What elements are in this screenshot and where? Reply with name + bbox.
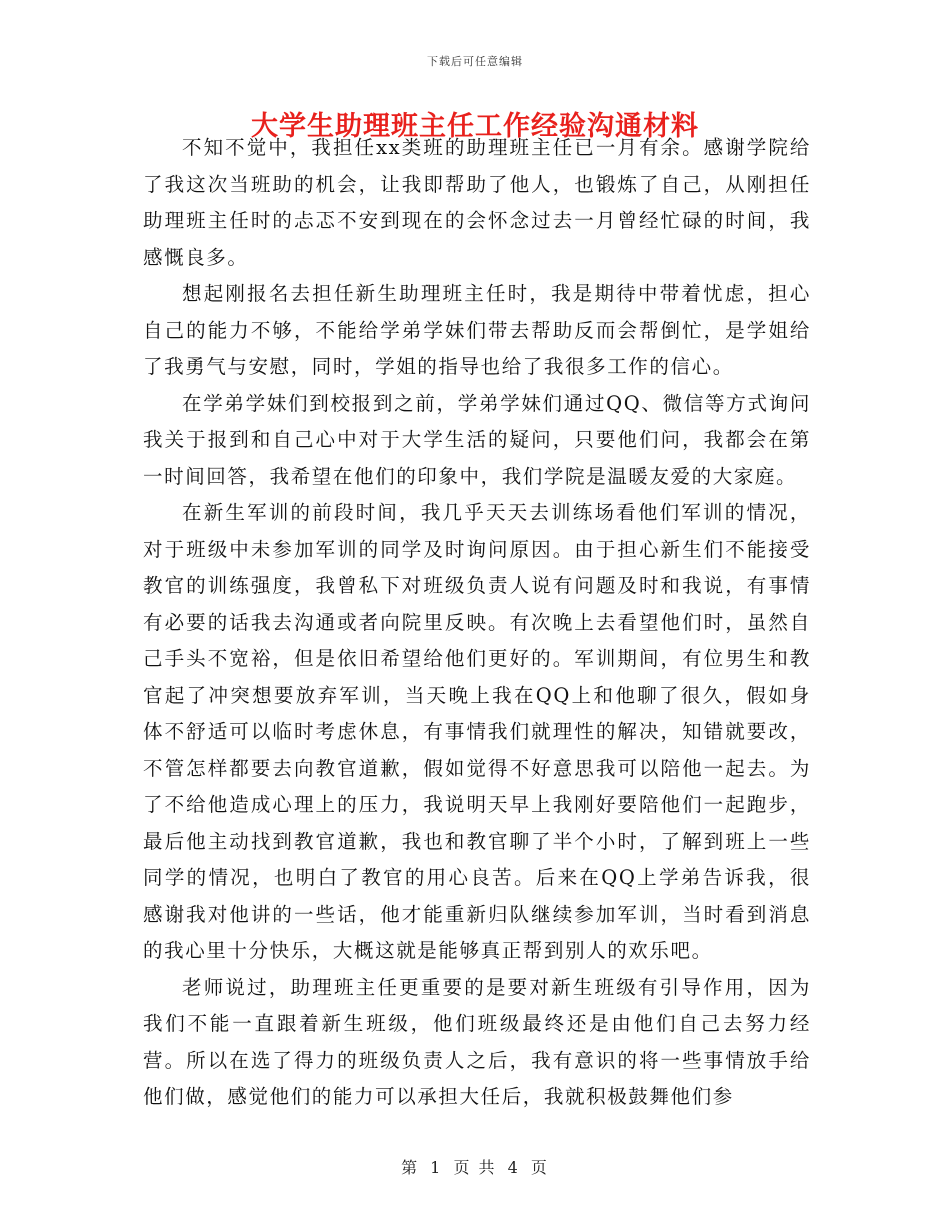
header-note: 下载后可任意编辑: [427, 55, 523, 68]
page-mid: 页 共: [453, 1158, 497, 1177]
page-current: 1: [430, 1158, 443, 1177]
page-total: 4: [507, 1158, 520, 1177]
document-title: 大学生助理班主任工作经验沟通材料: [251, 111, 699, 142]
page-prefix: 第: [401, 1158, 420, 1177]
paragraph-2: 想起刚报名去担任新生助理班主任时，我是期待中带着忧虑，担心自己的能力不够，不能给学弟学妹们带去帮助反而会帮倒忙，是学姐给了我勇气与安慰，同时，学姐的指导也给了我很多工作的信心。: [143, 282, 811, 378]
page-footer: [0, 1155, 950, 1178]
paragraph-1: 不知不觉中，我担任xx类班的助理班主任已一月有余。感谢学院给了我这次当班助的机会，让我即帮助了他人，也锻炼了自己，从刚担任助理班主任时的忐忑不安到现在的会怀念过去一月曾经忙碌的时间，我感慨良多。: [143, 136, 811, 269]
paragraph-5: 老师说过，助理班主任更重要的是要对新生班级有引导作用，因为我们不能一直跟着新生班级，他们班级最终还是由他们自己去努力经营。所以在选了得力的班级负责人之后，我有意识的将一些事情放手给他们做，感觉他们的能力可以承担大任后，我就积极鼓舞他们参: [143, 975, 811, 1108]
document-body: [143, 130, 811, 1116]
paragraph-4: 在新生军训的前段时间，我几乎天天去训练场看他们军训的情况，对于班级中未参加军训的同学及时询问原因。由于担心新生们不能接受教官的训练强度，我曾私下对班级负责人说有问题及时和我说，有事情有必要的话我去沟通或者向院里反映。有次晚上去看望他们时，虽然自己手头不宽裕，但是依旧希望给他们更好的。军训期间，有位男生和教官起了冲突想要放弃军训，当天晚上我在QQ上和他聊了很久，假如身体不舒适可以临时考虑休息，有事情我们就理性的解决，知错就要改，不管怎样都要去向教官道歉，假如觉得不好意思我可以陪他一起去。为了不给他造成心理上的压力，我说明天早上我刚好要陪他们一起跑步，最后他主动找到教官道歉，我也和教官聊了半个小时，了解到班上一些同学的情况，也明白了教官的用心良苦。后来在QQ上学弟告诉我，很感谢我对他讲的一些话，他才能重新归队继续参加军训，当时看到消息的我心里十分快乐，大概这就是能够真正帮到别人的欢乐吧。: [143, 501, 811, 962]
paragraph-3: 在学弟学妹们到校报到之前，学弟学妹们通过QQ、微信等方式询问我关于报到和自己心中对于大学生活的疑问，只要他们问，我都会在第一时间回答，我希望在他们的印象中，我们学院是温暖友爱的大家庭。: [143, 391, 811, 488]
page-suffix: 页: [530, 1158, 549, 1177]
